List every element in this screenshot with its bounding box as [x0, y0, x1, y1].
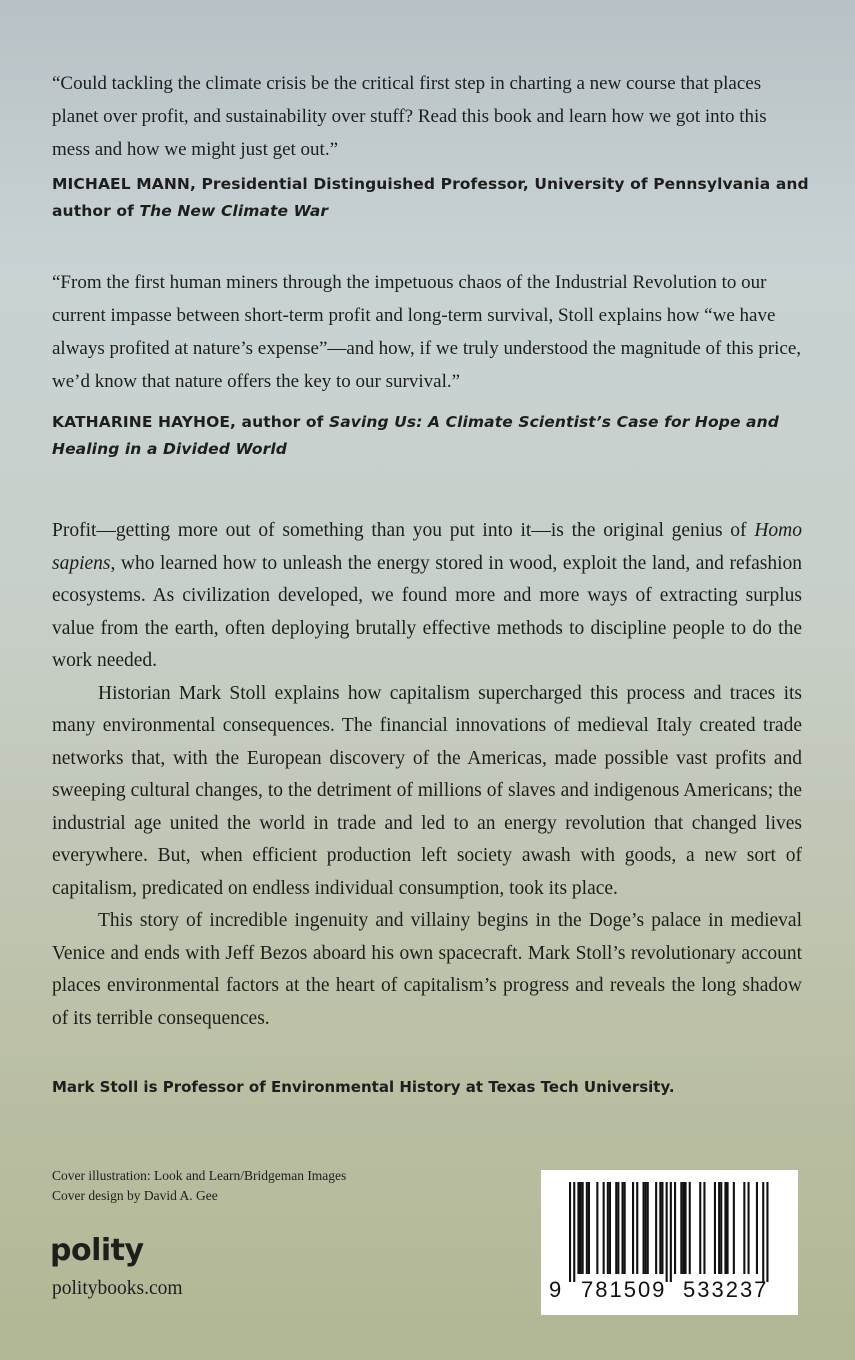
barcode-bar — [577, 1182, 579, 1274]
barcode-bar — [674, 1182, 676, 1274]
paragraph-text: Profit—getting more out of something than you put into it—is the original genius of — [52, 520, 755, 541]
barcode-bar — [703, 1182, 705, 1274]
barcode-bar — [680, 1182, 682, 1274]
barcode-bar — [596, 1182, 598, 1274]
barcode-bar — [582, 1182, 584, 1274]
barcode-lead-digit: 9 — [549, 1277, 562, 1302]
barcode-bar — [743, 1182, 745, 1274]
description-paragraph-3: This story of incredible ingenuity and villainy begins in the Doge’s palace in medieval Venice and ends with Jeff Bezos aboard his own spacecraft. Mark Stoll’s revolutionary account places environmental factors at the heart of capitalism’s progress and reveals the long shadow of its terrible consequences. — [52, 910, 802, 1029]
barcode-bar — [647, 1182, 649, 1274]
barcode-bar — [682, 1182, 684, 1274]
barcode-bar — [609, 1182, 611, 1274]
barcode-bar — [724, 1182, 726, 1274]
barcode-bar — [659, 1182, 661, 1274]
barcode-digits-group-1: 781509 — [581, 1277, 667, 1302]
barcode-bar — [607, 1182, 609, 1274]
barcode-bar — [748, 1182, 750, 1274]
barcode-bar — [685, 1182, 687, 1274]
endorsement-attribution-mann — [52, 171, 812, 225]
barcode-bar — [603, 1182, 605, 1274]
barcode-bars — [569, 1182, 769, 1282]
barcode-bar — [766, 1182, 768, 1282]
cover-credits — [52, 1166, 346, 1206]
barcode-bar — [699, 1182, 701, 1274]
author-bio: Mark Stoll is Professor of Environmental History at Texas Tech University. — [52, 1078, 675, 1096]
publisher-logo: polity — [50, 1233, 144, 1268]
barcode-bar — [586, 1182, 588, 1274]
barcode-bar — [573, 1182, 575, 1282]
attribution-text: MICHAEL MANN, Presidential Distinguished Professor, University of Pennsylvania and author of — [52, 175, 809, 220]
barcode-bar — [643, 1182, 645, 1274]
barcode-bar — [733, 1182, 735, 1274]
publisher-website: politybooks.com — [52, 1278, 183, 1299]
barcode-bar — [580, 1182, 582, 1274]
barcode-bar — [622, 1182, 624, 1274]
italic-term: Homo sapiens — [52, 520, 802, 574]
barcode-bar — [666, 1182, 668, 1282]
barcode-bar — [569, 1182, 571, 1282]
barcode-bar — [645, 1182, 647, 1274]
barcode-bar — [624, 1182, 626, 1274]
description-paragraph-1 — [52, 515, 802, 678]
barcode-bar — [661, 1182, 663, 1274]
book-description — [52, 515, 802, 1035]
barcode-bar — [762, 1182, 764, 1282]
description-paragraph-2: Historian Mark Stoll explains how capitalism supercharged this process and traces its many environmental consequences. The financial innovations of medieval Italy created trade networks that, with the European discovery of the Americas, made possible vast profits and sweeping cultural changes, to the detriment of millions of slaves and indigenous Americans; the industrial age united the world in trade and led to an energy revolution that changed lives everywhere. But, when efficient production left society awash with goods, a new sort of capitalism, predicated on endless individual consumption, took its place. — [52, 682, 802, 899]
attribution-book-title: Saving Us: A Climate Scientist’s Case for Hope and Healing in a Divided World — [52, 413, 779, 458]
endorsement-attribution-hayhoe — [52, 409, 812, 463]
barcode-bar — [689, 1182, 691, 1274]
barcode-bar — [615, 1182, 617, 1274]
barcode-bar — [756, 1182, 758, 1274]
design-credit: Cover design by David A. Gee — [52, 1188, 218, 1203]
endorsement-quote-mann: “Could tackling the climate crisis be the critical first step in charting a new course that places planet over profit, and sustainability over stuff? Read this book and learn how we got into this mess and how we might just get out.” — [52, 73, 767, 160]
barcode-bar — [718, 1182, 720, 1274]
paragraph-text: , who learned how to unleash the energy stored in wood, exploit the land, and refashion ecosystems. As civilization developed, we found more and more ways of extracting surplus value from the earth, often deploying brutally effective methods to discipline people to do the work needed. — [52, 552, 802, 671]
illustration-credit: Cover illustration: Look and Learn/Bridgeman Images — [52, 1168, 347, 1183]
barcode-bar — [636, 1182, 638, 1274]
barcode-digits-group-2: 533237 — [683, 1277, 769, 1302]
endorsement-quote-hayhoe: “From the first human miners through the impetuous chaos of the Industrial Revolution to our current impasse between short-term profit and long-term survival, Stoll explains how “we have always profited at nature’s expense”—and how, if we truly understood the magnitude of this price, we’d know that nature offers the key to our survival.” — [52, 272, 802, 392]
attribution-text: KATHARINE HAYHOE, author of — [52, 413, 329, 431]
barcode-bar — [714, 1182, 716, 1274]
barcode-bar — [655, 1182, 657, 1274]
barcode-bar — [727, 1182, 729, 1274]
attribution-book-title: The New Climate War — [139, 202, 329, 220]
barcode-bar — [632, 1182, 634, 1274]
barcode-bar — [617, 1182, 619, 1274]
barcode-bar — [670, 1182, 672, 1282]
barcode-bar — [720, 1182, 722, 1274]
barcode-bar — [588, 1182, 590, 1274]
isbn-barcode — [541, 1170, 798, 1315]
